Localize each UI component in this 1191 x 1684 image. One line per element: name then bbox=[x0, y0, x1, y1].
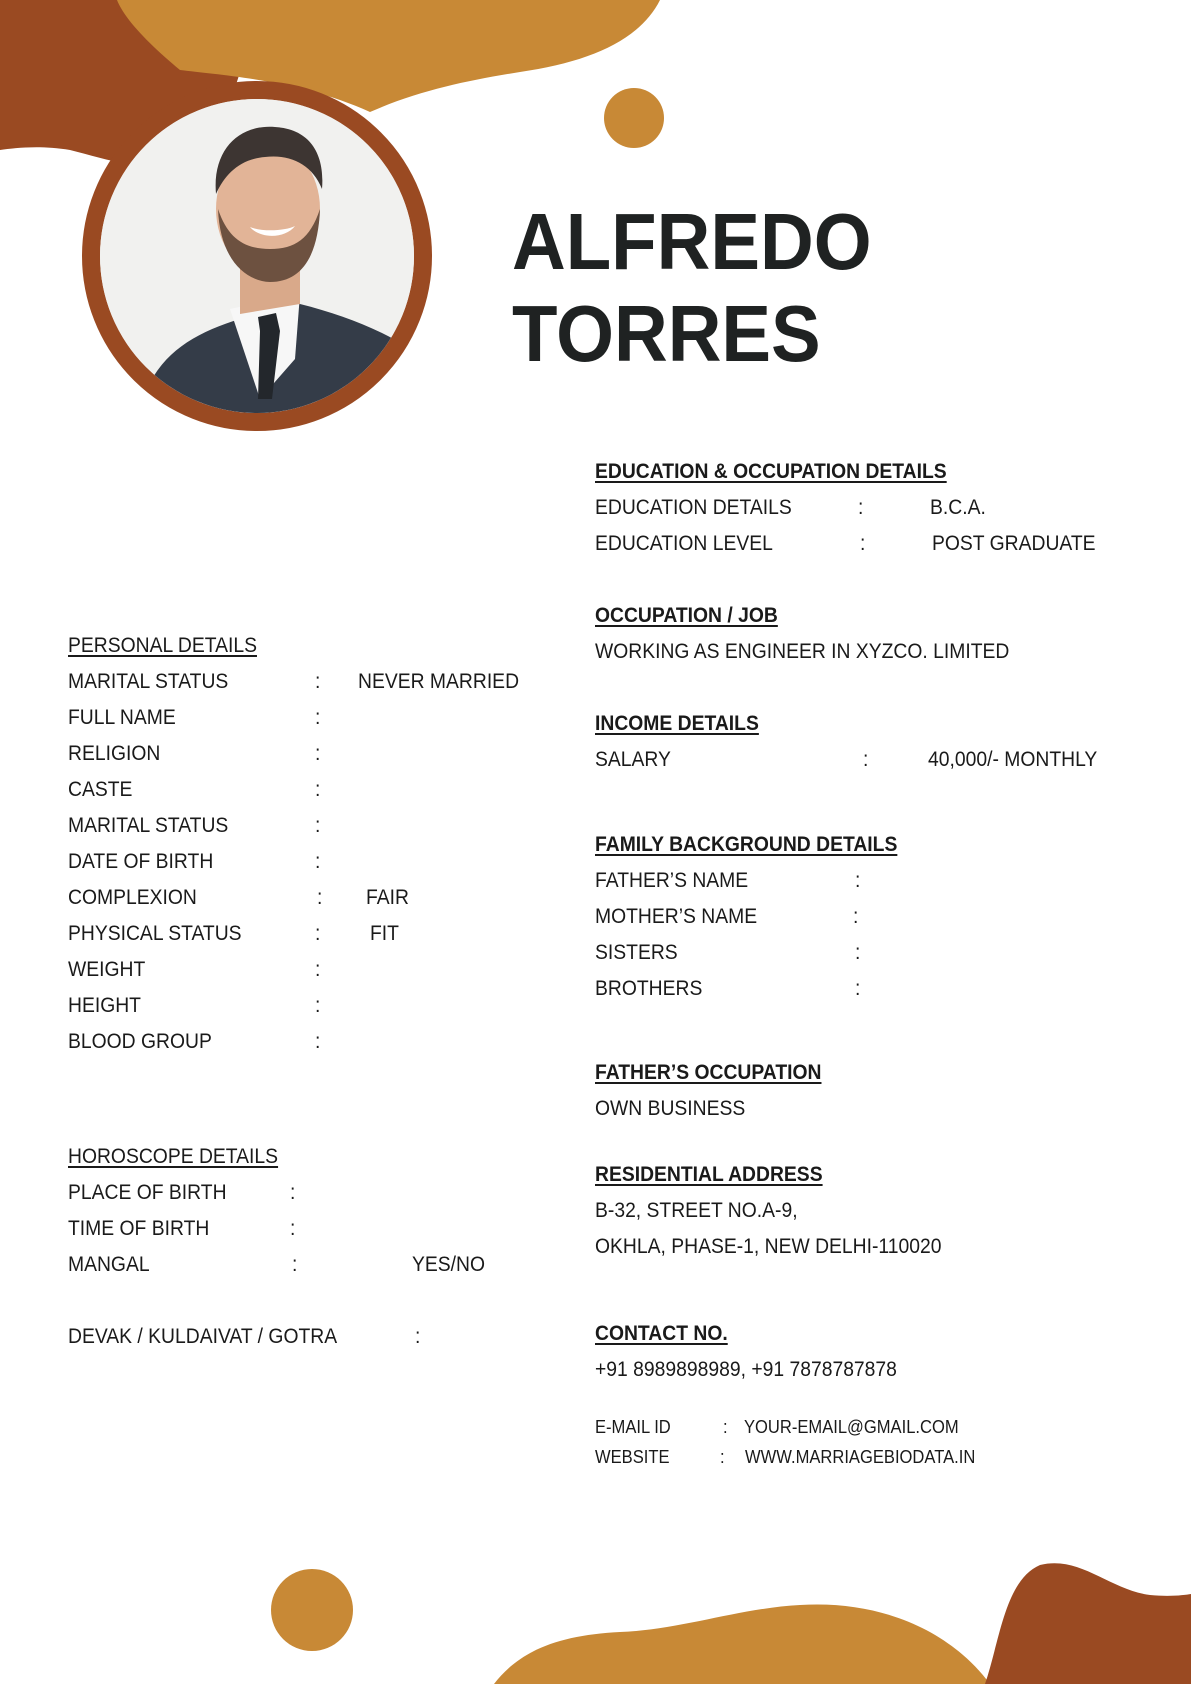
field-value: FIT bbox=[370, 922, 399, 945]
field-label: COMPLEXION bbox=[68, 886, 197, 909]
website-label: WEBSITE bbox=[595, 1447, 670, 1467]
field-label: SISTERS bbox=[595, 941, 678, 964]
field-separator: : bbox=[290, 1181, 296, 1204]
field-label: DEVAK / KULDAIVAT / GOTRA bbox=[68, 1325, 338, 1348]
address-line-2: OKHLA, PHASE-1, NEW DELHI-110020 bbox=[595, 1235, 942, 1258]
family-heading: FAMILY BACKGROUND DETAILS bbox=[595, 833, 898, 856]
field-separator: : bbox=[863, 748, 869, 771]
section-heading: PERSONAL DETAILS bbox=[68, 634, 257, 657]
income-heading: INCOME DETAILS bbox=[595, 712, 759, 735]
field-separator: : bbox=[855, 941, 861, 964]
field-label: FATHER’S NAME bbox=[595, 869, 749, 892]
contact-heading: CONTACT NO. bbox=[595, 1322, 728, 1345]
field-label: CASTE bbox=[68, 778, 133, 801]
field-label: MARITAL STATUS bbox=[68, 814, 229, 837]
website-value: WWW.MARRIAGEBIODATA.IN bbox=[745, 1447, 976, 1467]
field-separator: : bbox=[315, 994, 321, 1017]
field-separator: : bbox=[315, 706, 321, 729]
occupation-text: WORKING AS ENGINEER IN XYZCO. LIMITED bbox=[595, 640, 1010, 663]
field-separator: : bbox=[315, 814, 321, 837]
website-separator: : bbox=[720, 1447, 725, 1467]
first-name: ALFREDO bbox=[512, 197, 872, 286]
education-heading: EDUCATION & OCCUPATION DETAILS bbox=[595, 460, 947, 483]
field-separator: : bbox=[315, 958, 321, 981]
last-name: TORRES bbox=[512, 289, 821, 378]
field-separator: : bbox=[317, 886, 323, 909]
field-separator: : bbox=[290, 1217, 296, 1240]
field-label: SALARY bbox=[595, 748, 671, 771]
address-line-1: B-32, STREET NO.A-9, bbox=[595, 1199, 798, 1222]
field-value: NEVER MARRIED bbox=[358, 670, 520, 693]
field-label: TIME OF BIRTH bbox=[68, 1217, 210, 1240]
occupation-heading: OCCUPATION / JOB bbox=[595, 604, 778, 627]
field-label: FULL NAME bbox=[68, 706, 176, 729]
top-gold-dot bbox=[604, 88, 664, 148]
email-separator: : bbox=[723, 1417, 728, 1437]
field-label: DATE OF BIRTH bbox=[68, 850, 214, 873]
field-label: EDUCATION LEVEL bbox=[595, 532, 773, 555]
field-label: RELIGION bbox=[68, 742, 161, 765]
field-separator: : bbox=[315, 1030, 321, 1053]
field-label: HEIGHT bbox=[68, 994, 141, 1017]
field-value: POST GRADUATE bbox=[932, 532, 1096, 555]
field-separator: : bbox=[855, 977, 861, 1000]
field-separator: : bbox=[858, 496, 864, 519]
field-value: FAIR bbox=[366, 886, 409, 909]
field-separator: : bbox=[292, 1253, 298, 1276]
field-separator: : bbox=[315, 922, 321, 945]
email-value: YOUR-EMAIL@GMAIL.COM bbox=[744, 1417, 959, 1437]
field-label: BLOOD GROUP bbox=[68, 1030, 212, 1053]
bottom-gold-blob bbox=[494, 1604, 990, 1684]
field-separator: : bbox=[315, 778, 321, 801]
father-occupation-text: OWN BUSINESS bbox=[595, 1097, 746, 1120]
bottom-right-brown-blob bbox=[985, 1563, 1191, 1684]
field-separator: : bbox=[315, 670, 321, 693]
field-value: YES/NO bbox=[412, 1253, 486, 1276]
father-occupation-heading: FATHER’S OCCUPATION bbox=[595, 1061, 822, 1084]
field-separator: : bbox=[860, 532, 866, 555]
field-value: 40,000/- MONTHLY bbox=[928, 748, 1098, 771]
field-separator: : bbox=[315, 850, 321, 873]
field-label: MANGAL bbox=[68, 1253, 150, 1276]
section-heading: HOROSCOPE DETAILS bbox=[68, 1145, 279, 1168]
field-label: BROTHERS bbox=[595, 977, 703, 1000]
profile-photo bbox=[82, 81, 432, 431]
field-label: WEIGHT bbox=[68, 958, 146, 981]
field-label: MOTHER’S NAME bbox=[595, 905, 758, 928]
address-heading: RESIDENTIAL ADDRESS bbox=[595, 1163, 823, 1186]
field-label: EDUCATION DETAILS bbox=[595, 496, 792, 519]
field-separator: : bbox=[315, 742, 321, 765]
field-value: B.C.A. bbox=[930, 496, 986, 519]
field-separator: : bbox=[415, 1325, 421, 1348]
email-label: E-MAIL ID bbox=[595, 1417, 671, 1437]
person-photo-icon bbox=[100, 99, 414, 413]
field-label: PLACE OF BIRTH bbox=[68, 1181, 227, 1204]
field-separator: : bbox=[855, 869, 861, 892]
field-separator: : bbox=[853, 905, 859, 928]
candidate-name bbox=[512, 196, 872, 380]
phone-numbers: +91 8989898989, +91 7878787878 bbox=[595, 1358, 897, 1381]
field-label: PHYSICAL STATUS bbox=[68, 922, 242, 945]
field-label: MARITAL STATUS bbox=[68, 670, 229, 693]
bottom-gold-dot bbox=[271, 1569, 353, 1651]
